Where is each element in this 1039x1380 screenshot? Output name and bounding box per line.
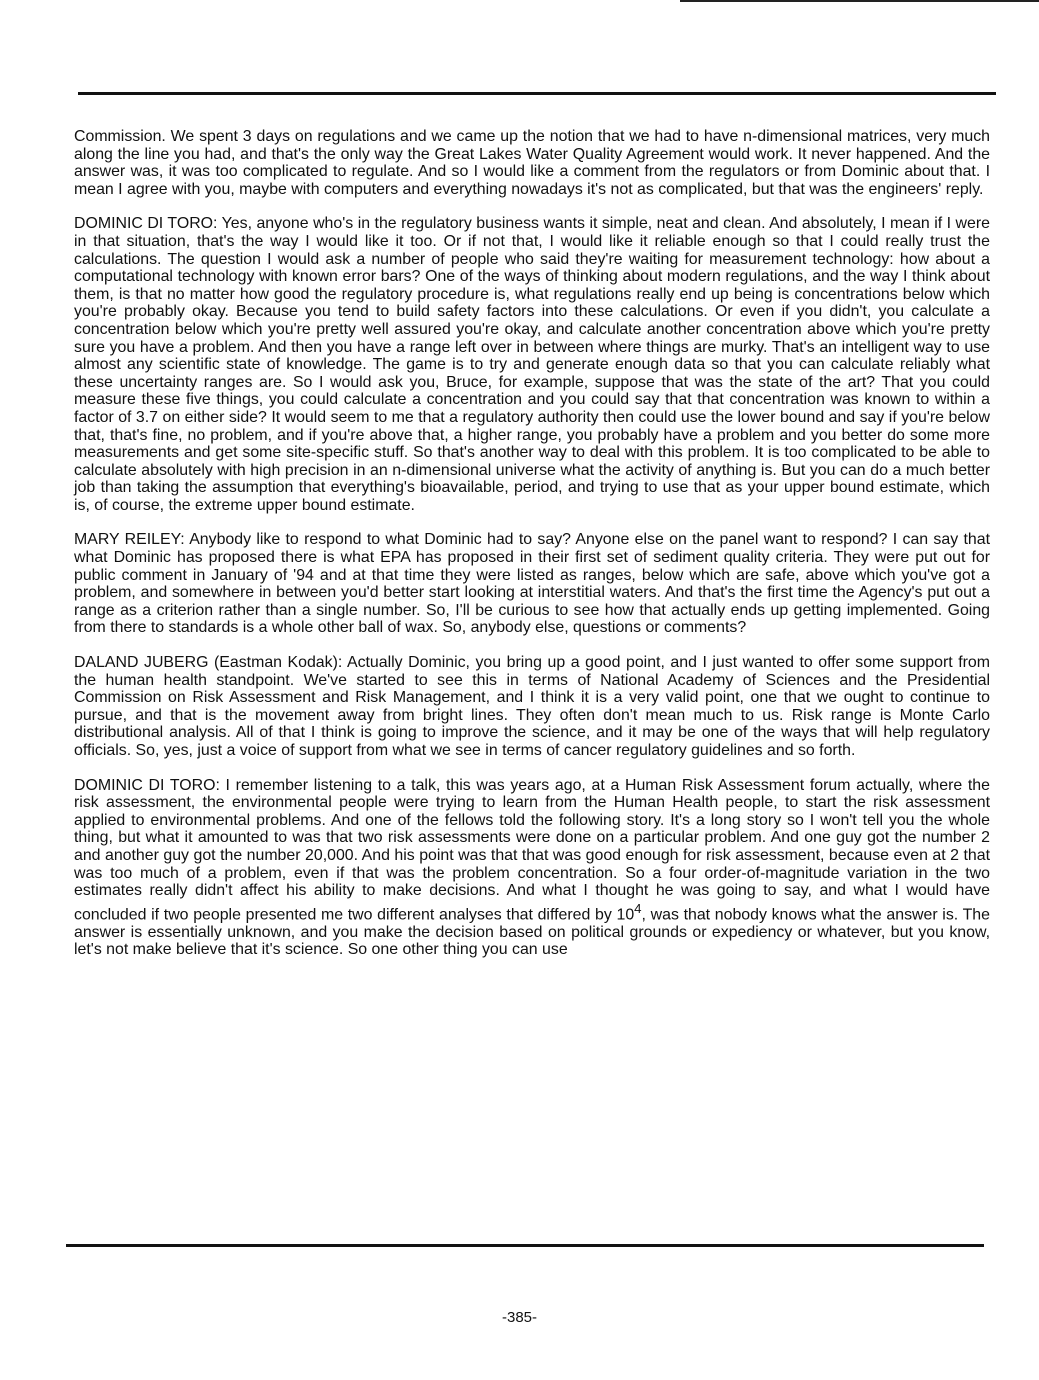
exponent: 4 bbox=[634, 900, 642, 916]
scan-edge-mark bbox=[680, 0, 1039, 2]
paragraph-text: Actually Dominic, you bring up a good point, and I just wanted to offer some support from the human health standpoint. We've started to see this in terms of National Academy of Sciences and the Presidential Commission on Risk Assessment and Risk Management, and I think it is a very valid point, one that we ought to continue to pursue, and that is the movement away from bright lines. They often don't mean much to us. Risk range is Monte Carlo distributional analysis. All of that I think is going to improve the science, and it may be one of the ways that will help regulatory officials. So, yes, just a voice of support from what we see in terms of cancer regulatory guidelines and so forth. bbox=[74, 654, 990, 759]
paragraph-4 bbox=[74, 654, 990, 760]
footer-rule bbox=[66, 1244, 984, 1247]
paragraph-text: Commission. We spent 3 days on regulations and we came up the notion that we had to have n-dimensional matrices, very much along the line you had, and that's the only way the Great Lakes Water Quality Agreement would work. It never happened. And the answer was, it was too complicated to regulate. And so I would like a comment from the regulators or from Dominic about that. I mean I agree with you, maybe with computers and everything nowadays it's not as complicated, but that was the engineers' reply. bbox=[74, 128, 990, 198]
paragraph-1 bbox=[74, 128, 990, 198]
page-number: -385- bbox=[501, 1309, 538, 1326]
paragraph-text: Anybody like to respond to what Dominic had to say? Anyone else on the panel want to respond? I can say that what Dominic has proposed there is what EPA has proposed in their first set of sediment quality criteria. They were put out for public comment in January of '94 and at that time they were listed as ranges, below which are safe, above which you've got a problem, and somewhere in between you'd better start looking at interstitial waters. And that's the first time the Agency's put out a range as a criterion rather than a single number. So, I'll be curious to see how that actually ends up getting implemented. Going from there to standards is a whole other ball of wax. So, anybody else, questions or comments? bbox=[74, 531, 990, 637]
speaker-name: MARY REILEY: bbox=[74, 531, 185, 549]
speaker-name: DOMINIC DI TORO: bbox=[74, 776, 220, 794]
paragraph-5 bbox=[74, 777, 990, 959]
paragraph-2 bbox=[74, 215, 990, 514]
paragraph-3 bbox=[74, 531, 990, 637]
header-rule bbox=[78, 92, 996, 95]
speaker-name: DOMINIC DI TORO: bbox=[74, 215, 218, 233]
paragraph-text: Yes, anyone who's in the regulatory business wants it simple, neat and clean. And absolutely, I mean if I were in that situation, that's the way I would like it too. Or if not that, I would like it reliable enough so that I could really trust the calculations. The question I would ask a number of people who said they're waiting for measurement technology: how about a computational technology with known error bars? One of the ways of thinking about modern regulations, and the way I think about them, is that no matter how good the regulatory procedure is, what regulations really end up being is concentrations below which you're probably okay. Because you tend to build safety factors into these calculations. Or even if you didn't, you calculate a concentration below which you're pretty well assured you're okay, and calculate another concentration above which you're pretty sure you have a problem. And then you have a range left over in between where things are murky. That's an intelligent way to use almost any scientific state of knowledge. The game is to try and generate enough data so that you can calculate reliably what these uncertainty ranges are. So I would ask you, Bruce, for example, suppose that was the state of the art? That you could measure these five things, you could calculate a concentration and you could say that that concentration was known to within a factor of 3.7 on either side? It would seem to me that a regulatory authority then could use the lower bound and say if you're below that, that's fine, no problem, and if you're above that, a higher range, you probably have a problem and you better do some more measurements and get some site-specific stuff. So that's another way to deal with this problem. It is too complicated to be able to calculate absolutely with high precision in an n-dimensional universe what the activity of anything is. But you can do a much better job than taking the assumption that everything's bioavailable, period, and trying to use that as your upper bound estimate, which is, of course, the extreme upper bound estimate. bbox=[74, 215, 990, 514]
paragraph-text-before: I remember listening to a talk, this was years ago, at a Human Risk Assessment forum actually, where the risk assessment, the environmental people were trying to learn from the Human Health people, to start the risk assessment applied to environmental problems. And one of the fellows told the following story. It's a long story so I won't tell you the whole thing, but what it amounted to was that two risk assessments were done on a particular problem. And one guy got the number 2 and another guy got the number 20,000. And his point was that that was good enough for risk assessment, because even at 2 that was too much of a problem, even if that was the problem concentration. So a four order-of-magnitude variation in the two estimates really didn't affect his ability to make decisions. And what I thought he was going to say, and what I would have concluded if two people presented me two different analyses that differed by 10 bbox=[74, 776, 990, 924]
transcript-body bbox=[74, 128, 990, 976]
speaker-name: DALAND JUBERG (Eastman Kodak): bbox=[74, 654, 343, 672]
paragraph-text-after: , was that nobody knows what the answer is. The answer is essentially unknown, and you make the decision based on political grounds or expediency or whatever, but you know, let's not make believe that it's science. So one other thing you can use bbox=[74, 906, 990, 959]
